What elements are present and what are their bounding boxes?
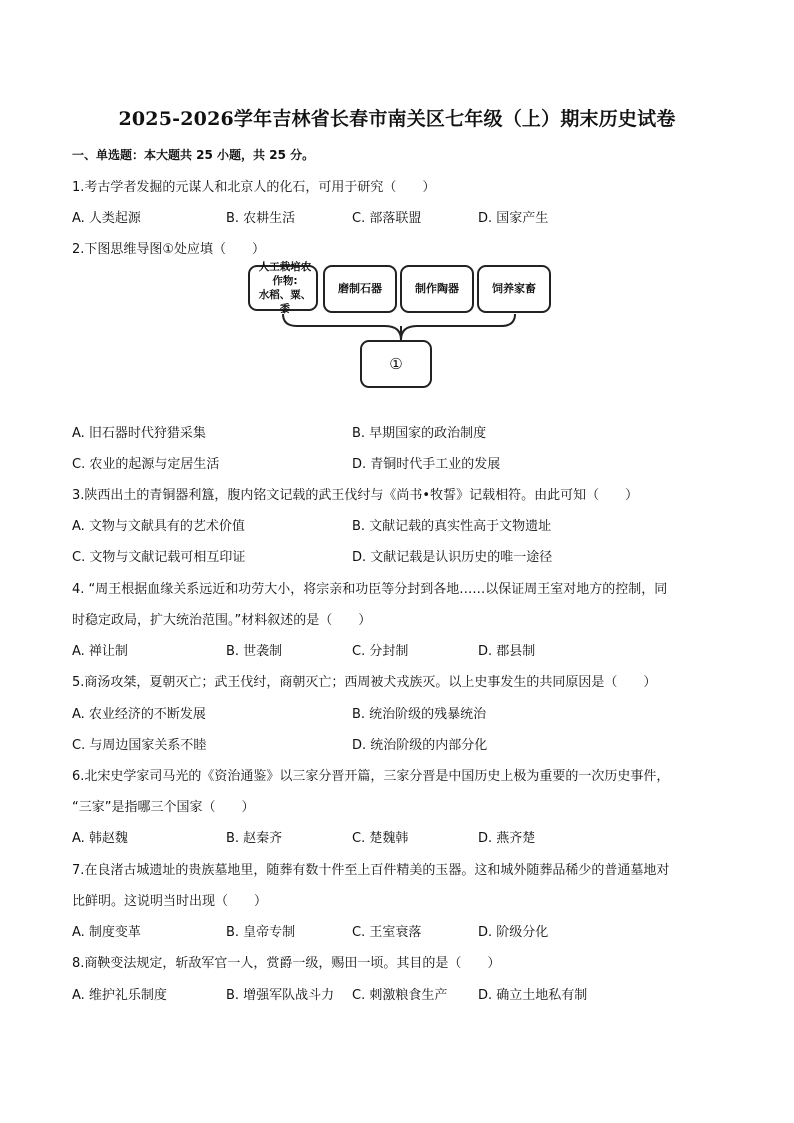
page-title: 2025-2026学年吉林省长春市南关区七年级（上）期末历史试卷 (118, 108, 676, 130)
question-7-text-line-1: 7.在良渚古城遗址的贵族墓地里，随葬有数十件至上百件精美的玉器。这和城外随葬品稀少的普通墓地对 (72, 863, 670, 878)
q1-option-a: A. 人类起源 (72, 211, 141, 226)
q2-option-c: C. 农业的起源与定居生活 (72, 457, 220, 472)
q6-option-b: B. 赵秦齐 (226, 831, 283, 846)
q5-option-a: A. 农业经济的不断发展 (72, 707, 206, 722)
question-7-text-line-2: 比鲜明。这说明当时出现（ ） (72, 894, 268, 909)
q4-option-d: D. 郡县制 (478, 644, 536, 659)
q7-option-b: B. 皇帝专制 (226, 925, 296, 940)
q1-option-b: B. 农耕生活 (226, 211, 296, 226)
q4-option-b: B. 世袭制 (226, 644, 283, 659)
q1-option-d: D. 国家产生 (478, 211, 549, 226)
q2-option-d: D. 青铜时代手工业的发展 (352, 457, 501, 472)
diagram-box-polished-stone: 磨制石器 (323, 265, 397, 313)
q8-option-d: D. 确立土地私有制 (478, 988, 588, 1003)
q1-option-c: C. 部落联盟 (352, 211, 422, 226)
question-2-text: 2.下图思维导图①处应填（ ） (72, 242, 266, 257)
diagram-center-box: ① (360, 340, 432, 388)
q8-option-b: B. 增强军队战斗力 (226, 988, 335, 1003)
q7-option-c: C. 王室衰落 (352, 925, 422, 940)
q2-option-b: B. 早期国家的政治制度 (352, 426, 487, 441)
q3-option-c: C. 文物与文献记载可相互印证 (72, 550, 246, 565)
q4-option-c: C. 分封制 (352, 644, 409, 659)
q6-option-c: C. 楚魏韩 (352, 831, 409, 846)
diagram-box-agriculture: 人工栽培农作物: 水稻、粟、黍 (248, 265, 318, 311)
mind-map-diagram (245, 262, 555, 392)
q8-option-a: A. 维护礼乐制度 (72, 988, 167, 1003)
question-8-text: 8.商鞅变法规定，斩敌军官一人，赏爵一级，赐田一顷。其目的是（ ） (72, 956, 501, 971)
q4-option-a: A. 禅让制 (72, 644, 128, 659)
q5-option-b: B. 统治阶级的残暴统治 (352, 707, 487, 722)
q5-option-c: C. 与周边国家关系不睦 (72, 738, 207, 753)
q2-option-a: A. 旧石器时代狩猎采集 (72, 426, 206, 441)
question-5-text: 5.商汤攻桀，夏朝灭亡；武王伐纣，商朝灭亡；西周被犬戎族灭。以上史事发生的共同原因是（ ） (72, 675, 657, 690)
q6-option-a: A. 韩赵魏 (72, 831, 128, 846)
question-1-text: 1.考古学者发掘的元谋人和北京人的化石，可用于研究（ ） (72, 180, 436, 195)
q8-option-c: C. 刺激粮食生产 (352, 988, 448, 1003)
q3-option-a: A. 文物与文献具有的艺术价值 (72, 519, 245, 534)
q3-option-d: D. 文献记载是认识历史的唯一途径 (352, 550, 553, 565)
q5-option-d: D. 统治阶级的内部分化 (352, 738, 488, 753)
question-6-text-line-2: “三家”是指哪三个国家（ ） (72, 800, 255, 815)
diagram-box-livestock: 饲养家畜 (477, 265, 551, 313)
question-3-text: 3.陕西出土的青铜器利簋，腹内铭文记载的武王伐纣与《尚书•牧誓》记载相符。由此可知（ ） (72, 488, 639, 503)
q7-option-d: D. 阶级分化 (478, 925, 549, 940)
q3-option-b: B. 文献记载的真实性高于文物遗址 (352, 519, 552, 534)
q6-option-d: D. 燕齐楚 (478, 831, 536, 846)
question-6-text-line-1: 6.北宋史学家司马光的《资治通鉴》以三家分晋开篇，三家分晋是中国历史上极为重要的一次历史事件， (72, 769, 670, 784)
q7-option-a: A. 制度变革 (72, 925, 141, 940)
question-4-text-line-2: 时稳定政局，扩大统治范围。”材料叙述的是（ ） (72, 613, 372, 628)
diagram-box-pottery: 制作陶器 (400, 265, 474, 313)
section-heading: 一、单选题：本大题共 25 小题，共 25 分。 (72, 148, 315, 162)
question-4-text-line-1: 4. “周王根据血缘关系远近和功劳大小，将宗亲和功臣等分封到各地……以保证周王室对地方的控制，同 (72, 582, 668, 597)
